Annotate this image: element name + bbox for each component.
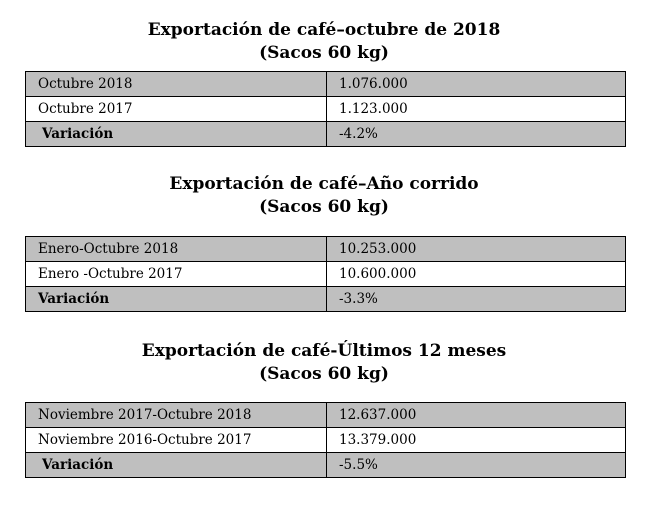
row-value: 13.379.000 [327, 428, 626, 453]
row-label: Octubre 2017 [26, 97, 327, 122]
table-row [26, 97, 626, 122]
table-row [26, 262, 626, 287]
section-1-title-line-2: (Sacos 60 kg) [259, 43, 389, 63]
table-row [26, 428, 626, 453]
row-label: Noviembre 2016-Octubre 2017 [26, 428, 327, 453]
row-label: Enero-Octubre 2018 [26, 237, 327, 262]
section-3-title-line-1: Exportación de café-Últimos 12 meses [141, 341, 507, 361]
row-label: Octubre 2018 [26, 72, 327, 97]
row-value: 10.253.000 [327, 237, 626, 262]
table-row [26, 122, 626, 147]
variation-value: -4.2% [327, 122, 626, 147]
section-2-title-line-1: Exportación de café–Año corrido [169, 174, 479, 194]
section-2-title-line-2: (Sacos 60 kg) [259, 197, 389, 217]
variation-label: Variación [26, 453, 327, 478]
variation-label: Variación [26, 122, 327, 147]
table-row [26, 72, 626, 97]
section-2-table [25, 236, 626, 312]
section-1-title-line-1: Exportación de café–octubre de 2018 [147, 20, 501, 40]
section-3-title [0, 340, 648, 386]
variation-label: Variación [26, 287, 327, 312]
section-3-table [25, 402, 626, 478]
row-label: Noviembre 2017-Octubre 2018 [26, 403, 327, 428]
row-value: 1.076.000 [327, 72, 626, 97]
table-row [26, 237, 626, 262]
table-row [26, 453, 626, 478]
section-3-title-line-2: (Sacos 60 kg) [259, 364, 389, 384]
table-row [26, 287, 626, 312]
variation-value: -3.3% [327, 287, 626, 312]
row-label: Enero -Octubre 2017 [26, 262, 327, 287]
table-row [26, 403, 626, 428]
row-value: 10.600.000 [327, 262, 626, 287]
section-1-title [0, 19, 648, 65]
row-value: 12.637.000 [327, 403, 626, 428]
section-2-title [0, 173, 648, 219]
row-value: 1.123.000 [327, 97, 626, 122]
variation-value: -5.5% [327, 453, 626, 478]
section-1-table [25, 71, 626, 147]
